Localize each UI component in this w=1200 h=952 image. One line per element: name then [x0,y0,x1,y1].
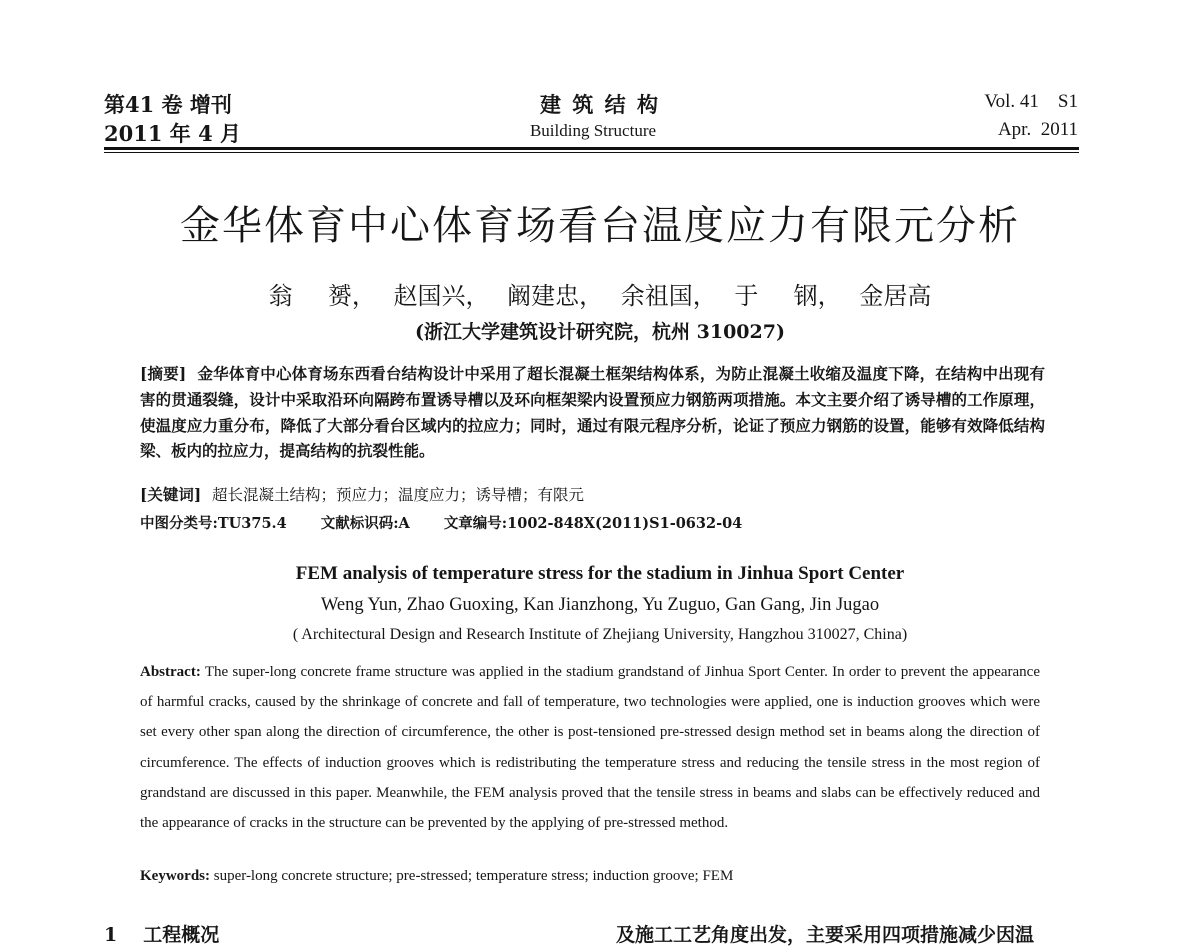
document-code: 文献标识码:A [320,515,410,532]
abstract-cn-label: [摘要] [140,364,187,383]
journal-name-cn: 建 筑 结 构 [540,92,660,117]
keywords-cn-text: 超长混凝土结构；预应力；温度应力；诱导槽；有限元 [211,486,584,504]
abstract-en-label: Abstract: [140,664,201,680]
abstract-cn-text: 金华体育中心体育场东西看台结构设计中采用了超长混凝土框架结构体系，为防止混凝土收缩及温度下降，在结构中出现有害的贯通裂缝，设计中采取沿环向隔跨布置诱导槽以及环向框架梁内设置预应力钢筋两项措施。本文主要介绍了诱导槽的工作原理，使温度应力重分布，降低了大部分看台区域内的拉应力；同时，通过有限元程序分析，论证了预应力钢筋的设置，能够有效降低结构梁、板内的拉应力，提高结构的抗裂性能。 [140,364,1045,461]
keywords-cn-label: [关键词] [140,485,202,504]
keywords-en-text: super-long concrete structure; pre-stressed; temperature stress; induction groove; FEM [213,868,734,884]
paper-title: 金华体育中心体育场看台温度应力有限元分析 [180,203,1020,249]
keywords-cn [140,483,584,505]
column2-text: 及施工工艺角度出发，主要采用四项措施减少因温 [616,924,1035,946]
abstract-en [140,657,1040,838]
clc-number: 中图分类号:TU375.4 [140,515,287,532]
journal-date-cn: 2011 年 4 月 [104,121,241,146]
section-number: 1 [104,924,118,946]
affiliation: (浙江大学建筑设计研究院，杭州 310027) [415,321,785,343]
paper-title-en: FEM analysis of temperature stress for the stadium in Jinhua Sport Center [295,563,905,584]
keywords-en-label: Keywords: [140,868,210,884]
abstract-cn [140,361,1045,464]
journal-volume-cn: 第41 卷 增刊 [104,92,232,117]
section-title: 工程概况 [143,924,220,946]
journal-date-en: Apr. 2011 [997,119,1078,140]
journal-name-en: Building Structure [529,121,657,140]
abstract-en-text: The super-long concrete frame structure was applied in the stadium grandstand of Jinhua Sport Center. In order to prevent the appearance of harmful cracks, caused by the shrinkage of concrete and fall of temperature, two technologies were applied, one is induction grooves which were set every other span along the direction of circumference, the other is post-tensioned pre-stressed design method set in beams along the direction of circumference. The effects of induction grooves which is redistributing the temperature stress and reducing the tensile stress in the most region of grandstand are discussed in this paper. Meanwhile, the FEM analysis proved that the tensile stress in beams and slabs can be effectively reduced and the appearance of cracks in the structure can be prevented by the applying of pre-stressed method. [140,664,1040,832]
classification-line [140,512,776,533]
header-rule-thin [104,152,1079,153]
author-list-en: Weng Yun, Zhao Guoxing, Kan Jianzhong, Yu Zuguo, Gan Gang, Jin Jugao [320,595,880,615]
author-list: 翁 赟， 赵国兴， 阚建忠， 余祖国， 于 钢， 金居高 [268,282,932,310]
affiliation-en: ( Architectural Design and Research Institute of Zhejiang University, Hangzhou 310027, China) [292,626,908,643]
article-number: 文章编号:1002-848X(2011)S1-0632-04 [443,515,743,532]
header-rule-thick [104,147,1079,150]
journal-volume-en: Vol. 41 S1 [984,91,1078,112]
keywords-en [140,868,733,885]
section-heading [104,920,219,947]
